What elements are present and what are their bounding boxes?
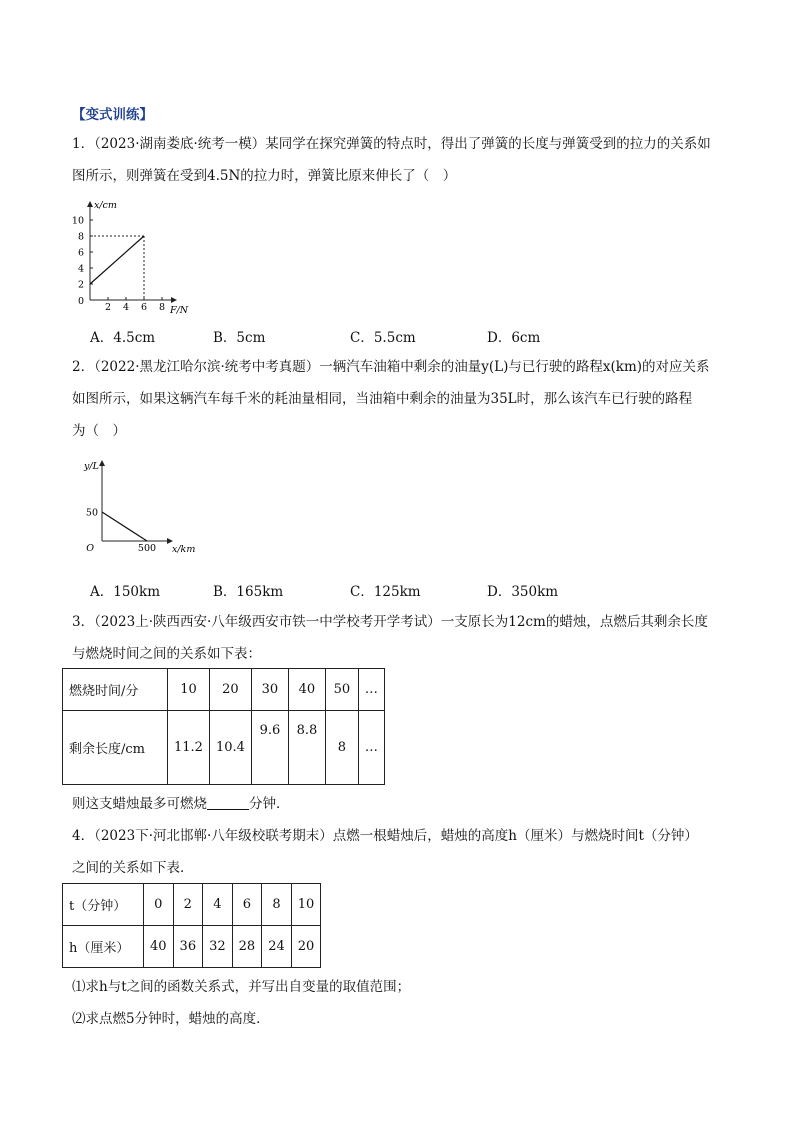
y-tick-label: 4 [77,263,84,275]
q4-table-cell: h（厘米） [63,926,144,968]
q4-table-cell: 28 [232,926,262,968]
q3-table-row-time [63,669,385,711]
q2-stem-line3: 为（ ） [72,423,126,439]
q4-table-cell: 24 [262,926,292,968]
q4-table [62,883,321,968]
q4-subquestion-1: ⑴求h与t之间的函数关系式，并写出自变量的取值范围； [72,979,411,995]
q1-option-d-label: D． [487,330,512,346]
q2-option-b-text: 165km [236,584,284,600]
q3-table-cell: … [358,711,384,785]
q4-subquestion-2: ⑵求点燃5分钟时，蜡烛的高度． [72,1011,270,1027]
q3-fill-pre: 则这支蜡烛最多可燃烧 [72,796,207,812]
q4-table-cell: 36 [173,926,203,968]
q1-option-d-text: 6cm [511,330,541,346]
x-tick-label: 500 [137,543,157,554]
q3-table-cell: 11.2 [168,711,210,785]
q3-fill-post: 分钟． [249,796,290,812]
x-tick-label: 4 [122,302,130,313]
q2-option-a[interactable] [90,580,160,600]
q2-option-d-label: D． [487,584,512,600]
q1-option-b[interactable] [213,326,265,346]
y-tick-label: 6 [77,247,84,259]
q4-table-cell: 8 [262,884,292,926]
y-tick-label: 10 [71,215,84,227]
q2-stem-line1: 2．（2022·黑龙江哈尔滨·统考中考真题）一辆汽车油箱中剩余的油量y(L)与已行驶的路程x(km)的对应关系 [72,359,710,375]
q2-option-d-text: 350km [511,584,559,600]
q3-stem-line1: 3．（2023上·陕西西安·八年级西安市铁一中学校考开学考试）一支原长为12cm的蜡烛，点燃后其剩余长度 [72,614,708,630]
q3-table-cell: 9.6 [251,711,288,785]
q4-stem-line1: 4．（2023下·河北邯郸·八年级校联考期末）点燃一根蜡烛后，蜡烛的高度h（厘米）与燃烧时间t（分钟） [72,828,698,844]
q2-options [90,580,690,600]
q1-option-a-label: A． [90,330,114,346]
q1-option-b-label: B． [213,330,237,346]
q3-table-cell: 8 [325,711,358,785]
q2-option-b[interactable] [213,580,283,600]
q1-option-c-text: 5.5cm [373,330,416,346]
q2-fuel-graph [80,455,205,560]
origin-label: O [86,543,94,554]
q3-answer-blank[interactable] [207,795,249,810]
q4-table-cell: 0 [144,884,174,926]
q1-option-c[interactable] [350,326,416,346]
q3-table-cell: 燃烧时间/分 [63,669,168,711]
q3-table-cell: … [358,669,384,711]
q4-table-cell: 4 [203,884,233,926]
x-axis-label: x/km [172,544,196,555]
x-tick-label: 2 [104,302,112,313]
q2-option-d[interactable] [487,580,558,600]
y-tick-label: 2 [77,279,84,291]
x-tick-label: 6 [140,302,148,313]
q2-option-c-text: 125km [373,584,421,600]
x-tick-label: 8 [158,302,166,313]
q4-table-cell: 6 [232,884,262,926]
q3-table-cell: 剩余长度/cm [63,711,168,785]
q1-option-a-text: 4.5cm [113,330,156,346]
q2-option-a-text: 150km [113,584,160,600]
q3-fill-in [72,794,290,814]
q4-table-cell: 2 [173,884,203,926]
x-axis-arrow-icon [171,297,177,303]
y-axis-arrow-icon [87,201,93,207]
q2-option-c-label: C． [350,584,374,600]
y-axis-label: y/L [84,461,99,472]
q1-spring-graph [70,196,200,316]
q1-option-c-label: C． [350,330,374,346]
q3-table-cell: 10.4 [209,711,251,785]
q4-table-row-t [63,884,321,926]
fuel-remaining-line [102,512,147,541]
q1-options [90,326,690,346]
q3-table [62,668,385,785]
q1-option-b-text: 5cm [236,330,266,346]
spring-length-line [90,236,144,284]
q1-option-d[interactable] [487,326,540,346]
q4-table-row-h [63,926,321,968]
y-tick-label: 50 [85,507,98,519]
q1-stem-line2: 图所示，则弹簧在受到4.5N的拉力时，弹簧比原来伸长了（ ） [72,168,457,184]
q4-table-cell: 32 [203,926,233,968]
q3-table-cell: 10 [168,669,210,711]
q3-table-cell: 20 [209,669,251,711]
q4-table-cell: t（分钟） [63,884,144,926]
y-axis-arrow-icon [99,460,105,466]
q3-table-cell: 50 [325,669,358,711]
q4-table-cell: 40 [144,926,174,968]
q3-table-cell: 40 [288,669,325,711]
q4-table-cell: 10 [291,884,321,926]
y-axis-label: x/cm [94,200,117,211]
q3-table-cell: 30 [251,669,288,711]
y-tick-label: 8 [77,231,84,243]
q1-option-a[interactable] [90,326,155,346]
q4-table-cell: 20 [291,926,321,968]
q3-table-cell: 8.8 [288,711,325,785]
origin-label: 0 [77,296,84,307]
q2-option-a-label: A． [90,584,114,600]
section-title: 【变式训练】 [72,107,153,123]
q3-stem-line2: 与燃烧时间之间的关系如下表： [72,646,261,662]
q2-option-b-label: B． [213,584,237,600]
q4-stem-line2: 之间的关系如下表． [72,860,194,876]
q2-option-c[interactable] [350,580,421,600]
q1-stem-line1: 1．（2023·湖南娄底·统考一模）某同学在探究弹簧的特点时，得出了弹簧的长度与弹簧受到的拉力的关系如 [72,136,711,152]
q3-table-row-length [63,711,385,785]
x-axis-label: F/N [170,305,189,316]
q2-stem-line2: 如图所示，如果这辆汽车每千米的耗油量相同，当油箱中剩余的油量为35L时，那么该汽车已行驶的路程 [72,391,693,407]
